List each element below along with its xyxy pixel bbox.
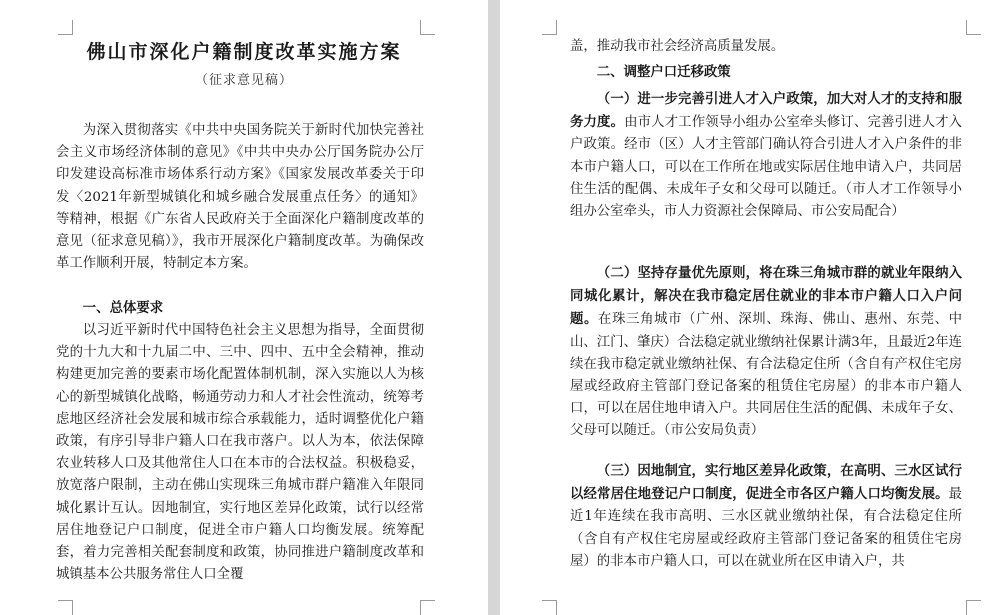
crop-mark-bottom-left [58, 600, 73, 615]
section-heading-migration-policy: 二、调整户口迁移政策 [596, 65, 731, 80]
general-requirements-paragraph: 以习近平新时代中国特色社会主义思想为指导，全面贯彻党的十九大和十九届二中、三中、四中、五中全会精神，推动构建更加完善的要素市场化配置体制机制，深入实施以人为核心的新型城镇化战略，畅通劳动力和人才社会性流动，统筹考虑地区经济社会发展和城市综合承载能力，适时调整优化户籍政策，有序引导非户籍人口在我市落户。以人为本，依法保障农业转移人口及其他常住人口在本市的合法权益。积极稳妥，放宽落户限制，主动在佛山实现珠三角城市群户籍准入年限同城化累计互认。因地制宜，实行地区差异化政策，试行以经常居住地登记户口制度，促进全市户籍人口均衡发展。统筹配套，着力完善相关配套制度和政策，协同推进户籍制度改革和城镇基本公共服务常住人口全覆 [56, 323, 424, 583]
document-title: 佛山市深化户籍制度改革实施方案 [86, 41, 402, 63]
section-heading-general-requirements: 一、总体要求 [82, 301, 164, 316]
document-page-2 [500, 0, 1000, 615]
crop-mark-top-left [542, 20, 557, 35]
crop-mark-bottom-left [542, 600, 557, 615]
crop-mark-top-right [420, 20, 435, 35]
crop-mark-top-right [966, 20, 981, 35]
intro-paragraph: 为深入贯彻落实《中共中央国务院关于新时代加快完善社会主义市场经济体制的意见》《中共中央办公厅国务院办公厅印发建设高标准市场体系行动方案》《国家发展改革委关于印发〈2021年新型城镇化和城乡融合发展重点任务〉的通知》等精神，根据《广东省人民政府关于全面深化户籍制度改革的意见（征求意见稿）》，我市开展深化户籍制度改革。为确保改革工作顺利开展，特制定本方案。 [56, 123, 424, 272]
policy-item-existing-residents [570, 262, 962, 443]
policy-item-regional-body: 最近1年连续在我市高明、三水区就业缴纳社保，有合法稳定住所（含自有产权住宅房屋或经政府主管部门登记备案的租赁住宅房屋）的非本市户籍人口，可以在就业所在区申请入户，共 [570, 487, 962, 569]
policy-item-talent [570, 88, 962, 223]
document-page-1 [0, 0, 488, 615]
policy-item-regional-lead: （三）因地制宜，实行地区差异化政策，在高明、三水区试行以经常居住地登记户口制度，促进全市各区户籍人口均衡发展。 [570, 463, 962, 503]
page-gutter [488, 0, 500, 615]
crop-mark-bottom-right [420, 600, 435, 615]
document-subtitle: （征求意见稿） [194, 73, 293, 88]
policy-item-existing-residents-lead: （二）坚持存量优先原则，将在珠三角城市群的就业年限纳入同城化累计，解决在我市稳定居住就业的非本市户籍人口入户问题。 [570, 265, 962, 328]
policy-item-talent-body: 由市人才工作领导小组办公室牵头修订、完善引进人才入户政策。经市（区）人才主管部门确认符合引进人才入户条件的非本市户籍人口，可以在工作所在地或实际居住地申请入户，共同居住生活的配偶、未成年子女和父母可以随迁。（市人才工作领导小组办公室牵头，市人力资源社会保障局、市公安局配合） [570, 115, 963, 220]
crop-mark-bottom-right [966, 600, 981, 615]
policy-item-talent-lead: （一）进一步完善引进人才入户政策，加大对人才的支持和服务力度。 [570, 91, 962, 131]
continuation-paragraph: 盖，推动我市社会经济高质量发展。 [570, 39, 785, 54]
policy-item-regional [570, 460, 962, 573]
policy-item-existing-residents-body: 在珠三角城市（广州、深圳、珠海、佛山、惠州、东莞、中山、江门、肇庆）合法稳定就业缴纳社保累计满3年，且最近2年连续在我市稳定就业缴纳社保、有合法稳定住所（含自有产权住宅房屋或经政府主管部门登记备案的租赁住宅房屋）的非本市户籍人口，可以在居住地申请入户。共同居住生活的配偶、未成年子女、父母可以随迁。（市公安局负责） [570, 312, 962, 439]
crop-mark-top-left [58, 20, 73, 35]
